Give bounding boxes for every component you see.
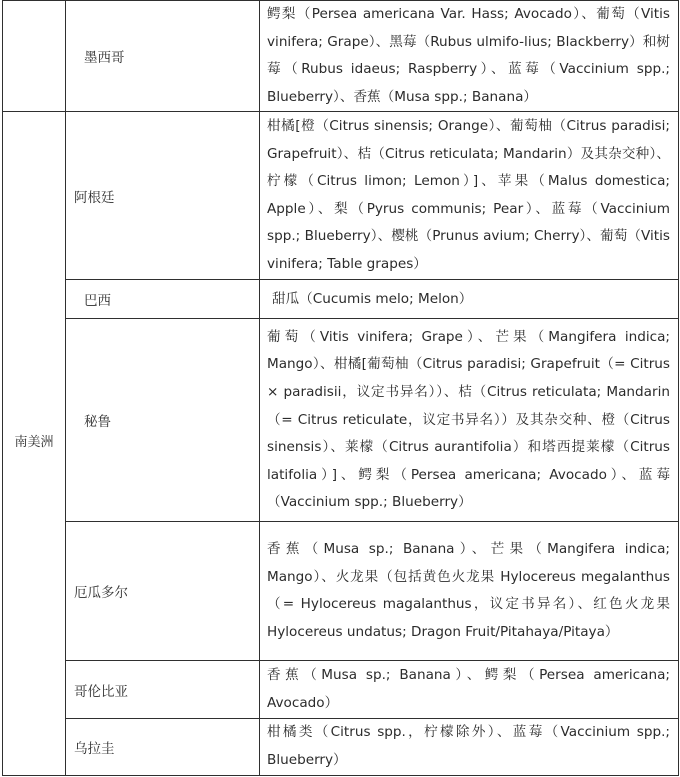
table-row xyxy=(3,112,679,280)
country-cell: 乌拉圭 xyxy=(66,719,260,775)
table-row xyxy=(3,522,679,661)
country-cell: 墨西哥 xyxy=(66,1,260,112)
products-cell: 鳄梨（Persea americana Var. Hass; Avocado）、葡萄（Vitis vinifera; Grape）、黑莓（Rubus ulmifo-lius; Blackberry）和树莓（Rubus idaeus; Raspberry）、蓝莓（Vaccinium spp.; Blueberry）、香蕉（Musa spp.; Banana） xyxy=(260,1,679,112)
table-row xyxy=(3,719,679,775)
country-cell: 巴西 xyxy=(66,280,260,319)
table-row xyxy=(3,319,679,522)
region-cell-empty xyxy=(3,1,66,112)
table-row xyxy=(3,661,679,719)
country-cell: 厄瓜多尔 xyxy=(66,522,260,661)
region-cell: 南美洲 xyxy=(3,112,66,775)
country-cell: 阿根廷 xyxy=(66,112,260,280)
products-cell: 葡萄（Vitis vinifera; Grape）、芒果（Mangifera indica; Mango）、柑橘[葡萄柚（Citrus paradisi; Grapefruit（= Citrus × paradisii，议定书异名））、桔（Citrus reticulata; Mandarin（= Citrus reticulate，议定书异名））及其杂交种、橙（Citrus sinensis）、莱檬（Citrus aurantifolia）和塔西提莱檬（Citrus latifolia）]、鳄梨（Persea americana; Avocado）、蓝莓（Vaccinium spp.; Blueberry） xyxy=(260,319,679,522)
country-cell: 秘鲁 xyxy=(66,319,260,522)
products-cell: 甜瓜（Cucumis melo; Melon） xyxy=(260,280,679,319)
country-cell: 哥伦比亚 xyxy=(66,661,260,719)
table-row xyxy=(3,1,679,112)
product-table xyxy=(2,0,679,776)
products-cell: 柑橘[橙（Citrus sinensis; Orange）、葡萄柚（Citrus paradisi; Grapefruit）、桔（Citrus reticulata; Mandarin）及其杂交种）、柠檬（Citrus limon; Lemon）]、苹果（Malus domestica; Apple）、梨（Pyrus communis; Pear）、蓝莓（Vaccinium spp.; Blueberry）、樱桃（Prunus avium; Cherry）、葡萄（Vitis vinifera; Table grapes） xyxy=(260,112,679,280)
table-row xyxy=(3,280,679,319)
products-cell: 香蕉（Musa sp.; Banana）、鳄梨（Persea americana; Avocado） xyxy=(260,661,679,719)
products-cell: 柑橘类（Citrus spp.，柠檬除外）、蓝莓（Vaccinium spp.; Blueberry） xyxy=(260,719,679,775)
products-cell: 香蕉（Musa sp.; Banana）、芒果（Mangifera indica; Mango）、火龙果（包括黄色火龙果 Hylocereus megalanthus（= Hylocereus magalanthus，议定书异名）、红色火龙果 Hylocereus undatus; Dragon Fruit/Pitahaya/Pitaya） xyxy=(260,522,679,661)
